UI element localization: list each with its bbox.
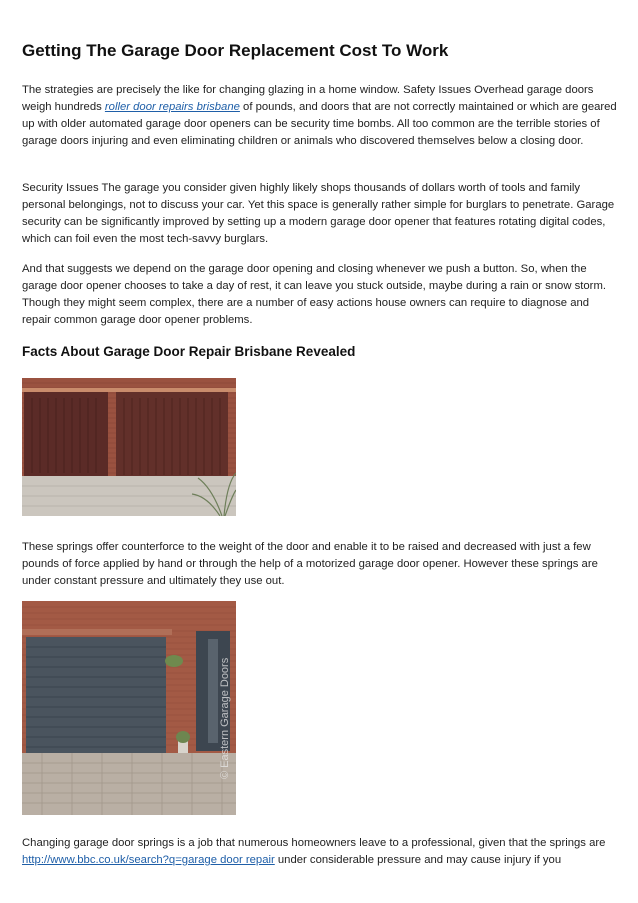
paragraph-4: These springs offer counterforce to the weight of the door and enable it to be raised and decreased with just a few pounds of force applied by hand or through the help of a motorized garage door opener. However these springs are under constant pressure and ultimately they use out. — [22, 541, 598, 587]
garage-doors-photo-1 — [22, 378, 236, 516]
paragraph-1-text-before: The strategies are precisely the like for changing glazing in a home window. Safety Issues Overhead garage doors weigh hundreds — [22, 84, 594, 113]
paragraph-1-text-after: of pounds, and doors that are not correctly maintained or which are geared up with older automated garage door openers can be security time bombs. All too common are the terrible stories of garage doors injuring and even eliminating children or animals who discovered themselves below a closing door. — [22, 101, 617, 147]
paragraph-3: And that suggests we depend on the garage door opening and closing whenever we push a button. So, when the garage door opener chooses to take a day of rest, it can leave you stuck outside, maybe during a rain or snow storm. Though they might seem complex, there are a number of easy actions house owners can require to diagnose and repair common garage door opener problems. — [22, 263, 606, 326]
paragraph-5-text-before: Changing garage door springs is a job that numerous homeowners leave to a professional, given that the springs are — [22, 837, 606, 849]
paragraph-5 — [22, 835, 618, 869]
photo-2-graphic — [22, 601, 236, 815]
garage-door-photo-2 — [22, 601, 236, 815]
roller-door-repairs-link[interactable]: roller door repairs brisbane — [104, 101, 240, 113]
bbc-search-link[interactable]: http://www.bbc.co.uk/search?q=garage door repair — [22, 854, 275, 866]
page-title: Getting The Garage Door Replacement Cost To Work — [22, 41, 449, 60]
paragraph-1 — [22, 82, 618, 150]
paragraph-5-text-after: under considerable pressure and may cause injury if you — [274, 854, 562, 866]
photo-watermark: © Eastern Garage Doors — [219, 657, 231, 779]
section-heading: Facts About Garage Door Repair Brisbane Revealed — [22, 344, 356, 359]
photo-1-graphic — [22, 378, 236, 516]
paragraph-2: Security Issues The garage you consider given highly likely shops thousands of dollars worth of tools and family personal belongings, not to discuss your car. Yet this space is generally rather simple for burglars to penetrate. Garage security can be significantly improved by setting up a modern garage door opener that features rotating digital codes, which can foil even the most tech-savvy burglars. — [22, 182, 615, 245]
